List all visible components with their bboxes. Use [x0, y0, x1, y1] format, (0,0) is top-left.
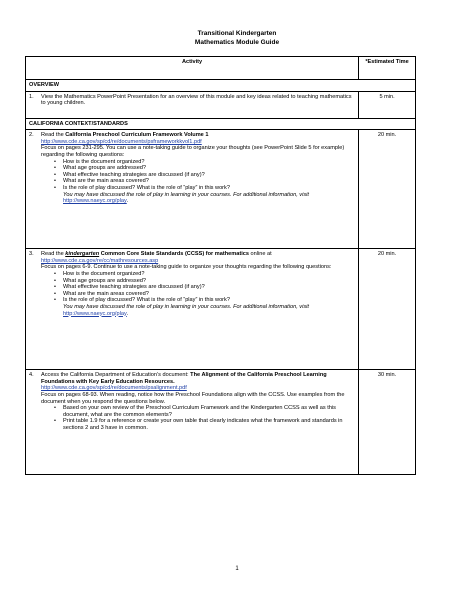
section-row-overview — [26, 80, 416, 92]
question-list — [41, 159, 355, 205]
time-cell: 20 min. — [359, 249, 416, 370]
activity-cell — [26, 370, 359, 475]
list-item: • Is the role of play discussed? What is the role of “play” in this work? You may have discussed the role of play in learning in your courses. For additional information, visit http://www.naeyc.org/play. — [63, 185, 355, 205]
list-item: • What effective teaching strategies are discussed (if any)? — [63, 172, 355, 179]
document-name: Common Core State Standards (CCSS) for mathematics — [99, 251, 249, 258]
time-cell: 5 min. — [359, 91, 416, 118]
focus-text: Focus on pages 6-9. Continue to use a note-taking guide to organize your thoughts regarding the following questions: — [41, 264, 332, 271]
list-item: • How is the document organized? — [63, 271, 355, 278]
table-header-row — [26, 57, 416, 80]
item-number: 4. — [29, 372, 34, 379]
activity-cell — [26, 249, 359, 370]
activity-text: View the Mathematics PowerPoint Presentation for an overview of this module and key ideas related to teaching mathematics to young children. — [41, 93, 352, 107]
section-heading-context: CALIFORNIA CONTEXT/STANDARDS — [26, 118, 416, 130]
time-column-header: *Estimated Time — [359, 57, 416, 80]
play-note: You may have discussed the role of play in learning in your courses. For additional information, visit — [63, 303, 309, 310]
emphasis-kindergarten: kindergarten — [65, 251, 100, 258]
table-row — [26, 249, 416, 370]
list-item: • What are the main areas covered? — [63, 178, 355, 185]
activity-lead: Read the — [41, 132, 66, 139]
activity-lead-tail: online at — [248, 251, 272, 258]
section-row-context — [26, 118, 416, 130]
play-note: You may have discussed the role of play in learning in your courses. For additional information, visit — [63, 191, 309, 198]
resource-link[interactable]: http://www.cde.ca.gov/re/cc/mathresources.asp — [41, 257, 159, 264]
page-number: 1 — [235, 566, 239, 572]
list-item: • How is the document organized? — [63, 159, 355, 166]
section-heading-overview: OVERVIEW — [26, 80, 416, 92]
time-cell: 30 min. — [359, 370, 416, 475]
naeyc-link[interactable]: http://www.naeyc.org/play — [63, 198, 127, 205]
focus-text: Focus on pages 68-93. When reading, notice how the Preschool Foundations align with the CCSS. Use examples from the document when you respond the questions below. — [41, 391, 345, 405]
list-item: • What age groups are addressed? — [63, 278, 355, 285]
activity-column-header: Activity — [26, 57, 359, 80]
resource-link[interactable]: http://www.cde.ca.gov/sp/cd/re/documents/psalignment.pdf — [41, 385, 187, 392]
question-list — [41, 405, 355, 431]
activity-cell — [26, 91, 359, 118]
module-guide-table — [25, 56, 416, 475]
question-text: Is the role of play discussed? What is the role of “play” in this work? — [63, 297, 230, 304]
document-name: The Alignment of the California Preschool Learning Foundations with Key Early Education Resources. — [41, 372, 327, 385]
item-number: 3. — [29, 251, 34, 258]
list-item: • What effective teaching strategies are discussed (if any)? — [63, 284, 355, 291]
resource-link[interactable]: http://www.cde.ca.gov/sp/cd/re/documents/psframeworkkvol1.pdf — [41, 138, 202, 145]
table-row — [26, 91, 416, 118]
activity-cell — [26, 130, 359, 249]
document-title: Transitional Kindergarten — [197, 30, 277, 37]
naeyc-link[interactable]: http://www.naeyc.org/play — [63, 310, 127, 317]
item-number: 2. — [29, 132, 34, 139]
item-number: 1. — [29, 93, 34, 100]
document-subtitle: Mathematics Module Guide — [194, 39, 280, 46]
activity-lead: Access the California Department of Education’s document: — [41, 372, 191, 379]
list-item: • What are the main areas covered? — [63, 291, 355, 298]
focus-text: Focus on pages 231-295. You can use a note-taking guide to organize your thoughts (see PowerPoint Slide 5 for example) regarding the following questions: — [41, 145, 345, 158]
time-cell: 20 min. — [359, 130, 416, 249]
list-item: • Print table 1.9 for a reference or create your own table that clearly indicates what the framework and standards in sections 2 and 3 have in common. — [63, 418, 355, 431]
list-item: • What age groups are addressed? — [63, 165, 355, 172]
question-list — [41, 271, 355, 317]
activity-lead: Read the — [41, 251, 66, 258]
table-row — [26, 130, 416, 249]
question-text: Is the role of play discussed? What is the role of “play” in this work? — [63, 184, 230, 191]
list-item: • Based on your own review of the Preschool Curriculum Framework and the Kindergarten CCSS as well as this document, what are the common elements? — [63, 405, 355, 418]
list-item: • Is the role of play discussed? What is the role of “play” in this work? You may have discussed the role of play in learning in your courses. For additional information, visit http://www.naeyc.org/play. — [63, 297, 355, 317]
table-row — [26, 370, 416, 475]
document-name: California Preschool Curriculum Framework Volume 1 — [65, 132, 209, 139]
